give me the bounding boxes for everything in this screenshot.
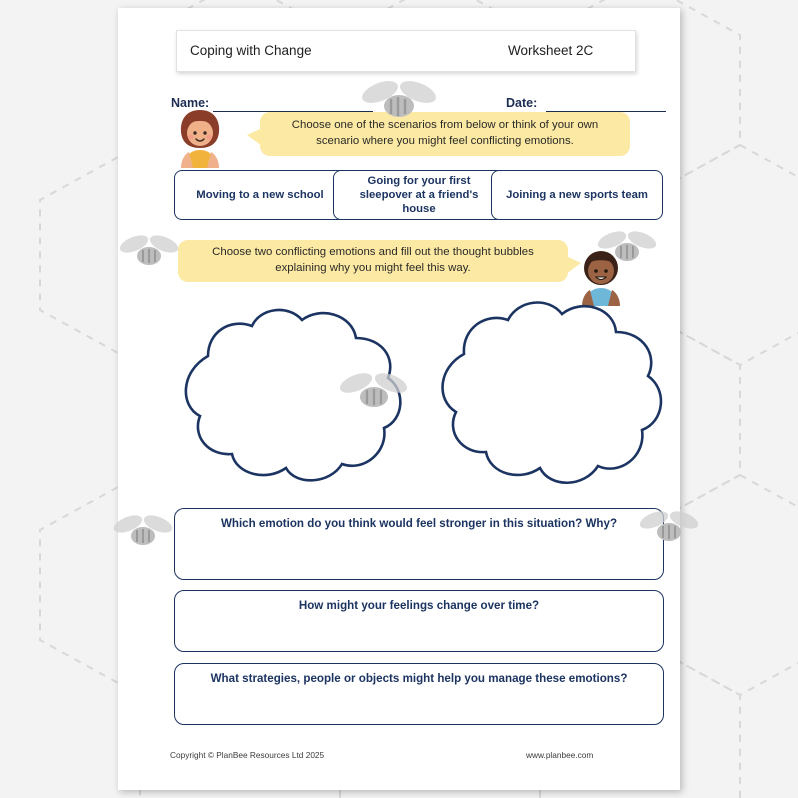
name-label: Name:	[171, 96, 210, 110]
question-box-3[interactable]	[174, 663, 664, 725]
question-3-label: What strategies, people or objects might help you manage these emotions?	[210, 672, 628, 685]
date-label: Date:	[506, 96, 538, 110]
instruction-bubble-1: Choose one of the scenarios from below or think of your own scenario where you might feel conflicting emotions.	[260, 112, 630, 156]
copyright-text: Copyright © PlanBee Resources Ltd 2025	[170, 750, 325, 760]
scenario-option-1-label: Moving to a new school	[196, 188, 324, 201]
page-title: Coping with Change	[190, 43, 312, 58]
thought-bubble-right[interactable]	[408, 286, 680, 501]
question-2-label: How might your feelings change over time?	[298, 599, 540, 612]
worksheet-sheet	[118, 8, 680, 790]
scenario-option-1[interactable]	[174, 170, 346, 220]
scenario-option-3-label: Joining a new sports team	[506, 188, 648, 201]
website-text: www.planbee.com	[526, 750, 594, 760]
scenario-option-3[interactable]	[491, 170, 663, 220]
scenario-option-2-label: Going for your first sleepover at a friend's house	[359, 174, 479, 216]
question-box-2[interactable]	[174, 590, 664, 652]
character-girl-avatar	[168, 106, 232, 168]
thought-bubble-left[interactable]	[148, 296, 438, 496]
question-1-label: Which emotion do you think would feel stronger in this situation? Why?	[220, 517, 618, 530]
scenario-option-2[interactable]	[333, 170, 505, 220]
worksheet-number: Worksheet 2C	[508, 43, 594, 58]
instruction-bubble-2: Choose two conflicting emotions and fill out the thought bubbles explaining why you might feel this way.	[178, 240, 568, 282]
question-box-1[interactable]	[174, 508, 664, 580]
